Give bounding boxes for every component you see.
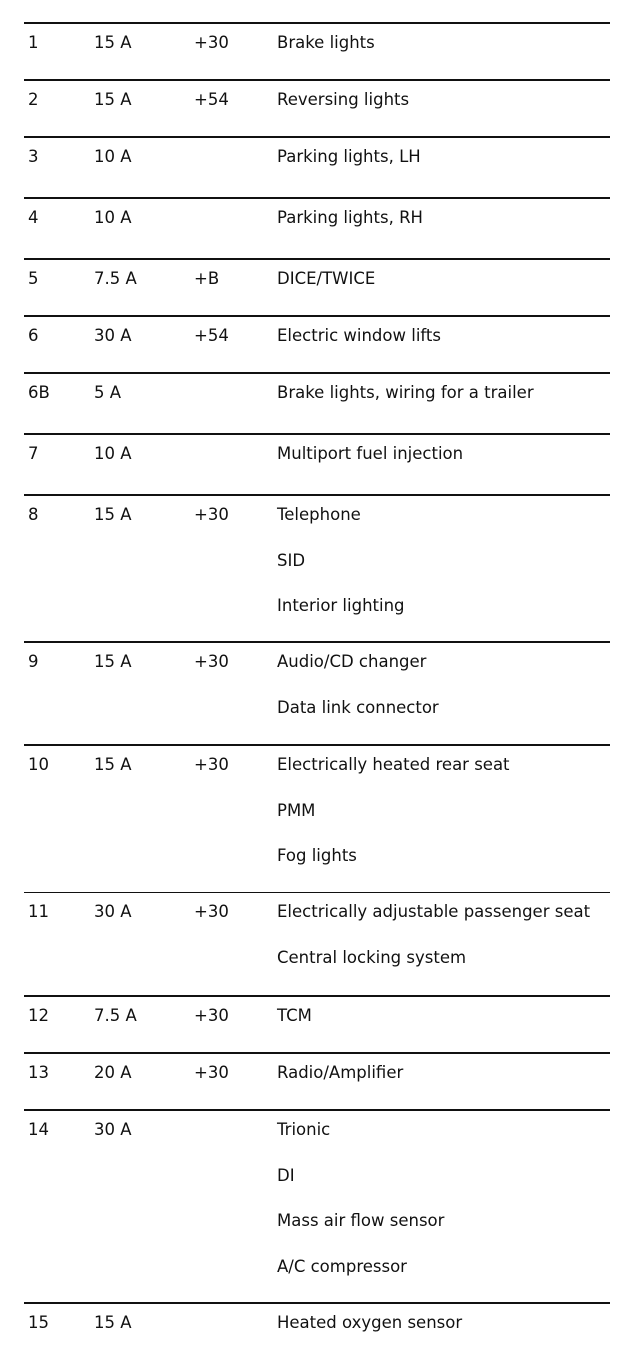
fuse-number: 3: [28, 147, 39, 166]
fuse-functions: [277, 444, 463, 490]
fuse-number: 6: [28, 326, 39, 345]
fuse-amperage: 5 A: [94, 383, 122, 402]
fuse-function-item: Telephone: [277, 505, 361, 524]
fuse-terminal: +30: [194, 1063, 229, 1082]
fuse-terminal: +30: [194, 1006, 229, 1025]
fuse-amperage: 7.5 A: [94, 1006, 137, 1025]
fuse-amperage: 15 A: [94, 505, 132, 524]
fuse-function-item: Data link connector: [277, 697, 439, 717]
fuse-row: [24, 641, 610, 744]
fuse-amperage: 15 A: [94, 755, 132, 774]
fuse-function-item: Brake lights, wiring for a trailer: [277, 383, 534, 402]
fuse-amperage: 30 A: [94, 326, 132, 345]
fuse-function-item: SID: [277, 550, 306, 570]
fuse-function-item: Central locking system: [277, 947, 467, 967]
fuse-number: 5: [28, 269, 39, 288]
fuse-amperage: 30 A: [94, 1120, 132, 1139]
fuse-amperage: 15 A: [94, 33, 132, 52]
fuse-row: [24, 1302, 610, 1354]
fuse-functions: [277, 1006, 312, 1052]
fuse-row: [24, 1109, 610, 1302]
fuse-terminal: +30: [194, 755, 229, 774]
fuse-amperage: 15 A: [94, 1313, 132, 1332]
fuse-functions: [277, 1063, 403, 1109]
fuse-function-item: Fog lights: [277, 846, 357, 865]
fuse-row: [24, 79, 610, 136]
fuse-amperage: 15 A: [94, 652, 132, 671]
fuse-number: 13: [28, 1063, 49, 1082]
fuse-function-item: Parking lights, RH: [277, 208, 423, 227]
fuse-amperage: 10 A: [94, 147, 132, 166]
fuse-functions: [277, 755, 510, 892]
fuse-function-item: Multiport fuel injection: [277, 444, 464, 463]
fuse-terminal: +54: [194, 326, 229, 345]
fuse-row: [24, 136, 610, 197]
fuse-amperage: 10 A: [94, 208, 132, 227]
fuse-amperage: 7.5 A: [94, 269, 137, 288]
fuse-row: [24, 372, 610, 433]
fuse-terminal: +30: [194, 652, 229, 671]
fuse-terminal: +B: [194, 269, 220, 288]
fuse-functions: [277, 902, 590, 993]
fuse-terminal: +30: [194, 33, 229, 52]
fuse-functions: [277, 383, 534, 429]
fuse-row: [24, 433, 610, 494]
fuse-function-item: Electrically heated rear seat: [277, 755, 510, 774]
fuse-terminal: +30: [194, 505, 229, 524]
fuse-number: 8: [28, 505, 39, 524]
fuse-amperage: 20 A: [94, 1063, 132, 1082]
fuse-number: 9: [28, 652, 39, 671]
fuse-function-item: Parking lights, LH: [277, 147, 421, 166]
fuse-number: 12: [28, 1006, 49, 1025]
fuse-function-item: Electrically adjustable passenger seat: [277, 902, 591, 921]
fuse-row: [24, 995, 610, 1052]
fuse-terminal: +54: [194, 90, 229, 109]
fuse-function-item: TCM: [277, 1006, 312, 1025]
fuse-function-item: Mass air flow sensor: [277, 1211, 445, 1230]
fuse-functions: [277, 1313, 462, 1359]
fuse-number: 10: [28, 755, 49, 774]
fuse-table: [24, 22, 610, 1354]
fuse-number: 15: [28, 1313, 49, 1332]
fuse-function-item: Radio/Amplifier: [277, 1063, 404, 1082]
fuse-function-item: Audio/CD changer: [277, 652, 427, 671]
fuse-row: [24, 744, 610, 892]
fuse-function-item: Interior lighting: [277, 596, 405, 615]
fuse-functions: [277, 505, 405, 642]
fuse-number: 6B: [28, 383, 50, 402]
fuse-row: [24, 494, 610, 641]
fuse-row: [24, 892, 610, 995]
fuse-function-item: DICE/TWICE: [277, 269, 376, 288]
fuse-functions: [277, 1120, 444, 1302]
fuse-function-item: Reversing lights: [277, 90, 410, 109]
fuse-number: 1: [28, 33, 39, 52]
fuse-row: [24, 1052, 610, 1109]
fuse-row: [24, 197, 610, 258]
fuse-number: 11: [28, 902, 49, 921]
fuse-functions: [277, 269, 375, 315]
fuse-amperage: 15 A: [94, 90, 132, 109]
fuse-function-item: Heated oxygen sensor: [277, 1313, 463, 1332]
fuse-function-item: Trionic: [277, 1120, 331, 1139]
fuse-functions: [277, 326, 441, 372]
fuse-row: [24, 315, 610, 372]
fuse-functions: [277, 33, 375, 79]
fuse-functions: [277, 652, 439, 743]
fuse-functions: [277, 147, 421, 193]
fuse-number: 7: [28, 444, 39, 463]
fuse-number: 14: [28, 1120, 49, 1139]
fuse-row: [24, 22, 610, 79]
fuse-functions: [277, 90, 409, 136]
fuse-function-item: Brake lights: [277, 33, 375, 52]
fuse-terminal: +30: [194, 902, 229, 921]
fuse-functions: [277, 208, 423, 254]
fuse-function-item: PMM: [277, 800, 316, 820]
fuse-number: 4: [28, 208, 39, 227]
fuse-number: 2: [28, 90, 39, 109]
fuse-amperage: 10 A: [94, 444, 132, 463]
fuse-function-item: A/C compressor: [277, 1256, 407, 1276]
fuse-function-item: Electric window lifts: [277, 326, 441, 345]
fuse-row: [24, 258, 610, 315]
fuse-function-item: DI: [277, 1165, 295, 1185]
fuse-amperage: 30 A: [94, 902, 132, 921]
